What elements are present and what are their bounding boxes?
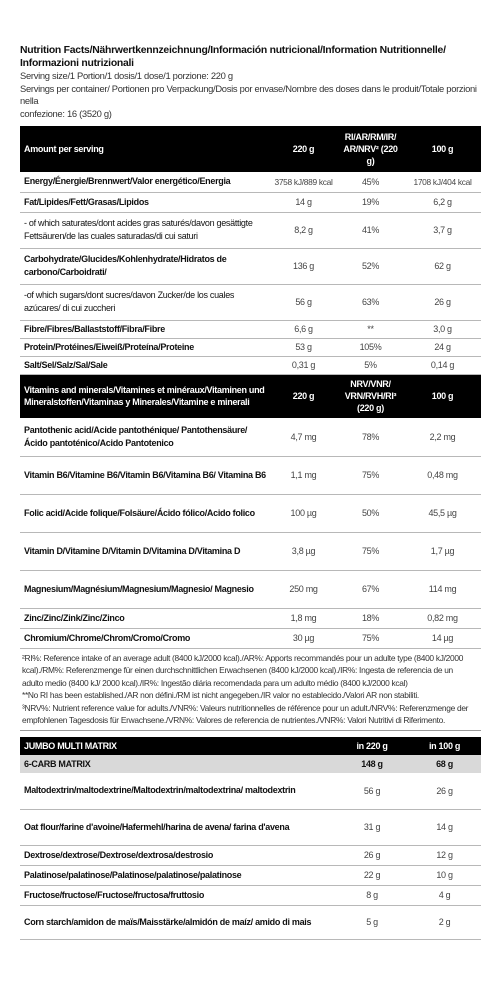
nutrient-value-220g: 14 g (270, 192, 337, 212)
carb-matrix-table (20, 737, 481, 940)
nutrient-ri-percent: 52% (337, 248, 404, 284)
nutrient-row (20, 192, 481, 212)
vitamins-column-nrv-heading: NRV/VNR/ VRN/RVH/RI³ (220 g) (337, 374, 404, 418)
column-in-220g-heading: in 220 g (336, 737, 408, 755)
nutrient-value-220g: 3758 kJ/889 kcal (270, 172, 337, 192)
nutrient-ri-percent: 105% (337, 338, 404, 356)
vitamin-nrv-percent: 78% (337, 418, 404, 456)
nutrition-header (20, 44, 480, 120)
vitamin-row (20, 608, 481, 628)
nutrient-value-100g: 6,2 g (404, 192, 481, 212)
vitamin-nrv-percent: 18% (337, 608, 404, 628)
nutrient-label: Salt/Sel/Salz/Sal/Sale (20, 356, 270, 374)
nutrient-value-220g: 6,6 g (270, 320, 337, 338)
nutrient-ri-percent: 19% (337, 192, 404, 212)
carb-ingredient-100g: 2 g (408, 905, 481, 939)
footnote-line: ²RI%: Reference intake of an average adult (8400 kJ/2000 kcal)./AR%: Apports recommandés pour un adulte type (8400 kJ/2000 (22, 652, 464, 663)
nutrient-value-100g: 26 g (404, 284, 481, 320)
vitamin-value-220g: 1,8 mg (270, 608, 337, 628)
vitamin-nrv-percent: 75% (337, 628, 404, 648)
six-carb-matrix-100g: 68 g (408, 755, 481, 773)
carb-ingredient-220g: 31 g (336, 809, 408, 845)
vitamin-label: Vitamin B6/Vitamine B6/Vitamin B6/Vitamina B6/ Vitamina B6 (20, 456, 270, 494)
nutrient-label: Fat/Lipides/Fett/Grasas/Lipidos (20, 192, 270, 212)
vitamin-value-100g: 2,2 mg (404, 418, 481, 456)
nutrition-table-header (20, 126, 481, 172)
six-carb-matrix-label: 6-CARB MATRIX (20, 755, 336, 773)
nutrient-value-100g: 24 g (404, 338, 481, 356)
serving-size: Serving size/1 Portion/1 dosis/1 dose/1 porzione: 220 g (20, 70, 233, 81)
servings-per-container: Servings per container/ Portionen pro Verpackung/Dosis por envase/Nombre des doses dans le produit/Totale porzioni nella (20, 82, 477, 106)
nutrient-value-100g: 3,7 g (404, 212, 481, 248)
vitamins-table-header (20, 374, 481, 418)
vitamin-row (20, 456, 481, 494)
carb-ingredient-label: Fructose/fructose/Fructose/fructosa/fruttosio (20, 885, 336, 905)
nutrient-value-220g: 8,2 g (270, 212, 337, 248)
carb-ingredient-label: Dextrose/dextrose/Dextrose/dextrosa/destrosio (20, 845, 336, 865)
nutrient-row (20, 284, 481, 320)
vitamin-nrv-percent: 67% (337, 570, 404, 608)
footnote-line: adulto medio (8400 kJ/ 2000 kcal)./IR%: Ingestão diária recomendada para um adulto médio (8400 kJ/2000 kcal) (22, 677, 408, 688)
nutrient-value-220g: 136 g (270, 248, 337, 284)
column-in-100g-heading: in 100 g (408, 737, 481, 755)
vitamin-label: Zinc/Zinc/Zink/Zinc/Zinco (20, 608, 270, 628)
jumbo-multi-matrix-heading: JUMBO MULTI MATRIX (20, 737, 336, 755)
carb-ingredient-row (20, 773, 481, 809)
six-carb-matrix-220g: 148 g (336, 755, 408, 773)
carb-ingredient-220g: 8 g (336, 885, 408, 905)
vitamin-value-220g: 30 µg (270, 628, 337, 648)
vitamins-column-220g-heading: 220 g (270, 374, 337, 418)
vitamins-column-100g-heading: 100 g (404, 374, 481, 418)
carb-ingredient-220g: 26 g (336, 845, 408, 865)
vitamin-row (20, 494, 481, 532)
nutrition-table (20, 126, 481, 731)
nutrient-label: Protein/Protéines/Eiweiß/Proteína/Proteine (20, 338, 270, 356)
nutrient-value-220g: 56 g (270, 284, 337, 320)
carb-ingredient-100g: 4 g (408, 885, 481, 905)
carb-ingredient-100g: 14 g (408, 809, 481, 845)
vitamin-row (20, 532, 481, 570)
nutrient-row (20, 338, 481, 356)
nutrition-title-cont: Informazioni nutrizionali (20, 58, 134, 69)
vitamin-value-220g: 250 mg (270, 570, 337, 608)
vitamin-label: Folic acid/Acide folique/Folsäure/Ácido fólico/Acido folico (20, 494, 270, 532)
column-ri-heading: RI/AR/RM/IR/ AR/NRV² (220 g) (337, 126, 404, 172)
carb-ingredient-label: Palatinose/palatinose/Palatinose/palatinose/palatinose (20, 865, 336, 885)
footnote-line: empfohlenen Tagesdosis für Erwachsene./VRN%: Valores de referencia de nutrientes./VNR%: Valori Nutritivi di Riferimento. (22, 715, 445, 726)
vitamin-value-220g: 1,1 mg (270, 456, 337, 494)
nutrient-value-220g: 0,31 g (270, 356, 337, 374)
footnote-line: ³NRV%: Nutrient reference value for adults./VNR%: Valeurs nutritionnelles de référence pour un adult./NRV%: Referenzmenge der (22, 702, 469, 713)
column-100g-heading: 100 g (404, 126, 481, 172)
nutrition-title: Nutrition Facts/Nährwertkennzeichnung/Información nutricional/Information Nutritionnelle/ (20, 45, 446, 56)
vitamin-row (20, 570, 481, 608)
nutrient-row (20, 356, 481, 374)
vitamin-value-100g: 45,5 µg (404, 494, 481, 532)
carb-matrix-header (20, 737, 481, 755)
carb-ingredient-label: Maltodextrin/maltodextrine/Maltodextrin/maltodextrina/ maltodextrin (20, 773, 336, 809)
nutrient-ri-percent: 41% (337, 212, 404, 248)
vitamin-value-100g: 14 µg (404, 628, 481, 648)
carb-ingredient-row (20, 865, 481, 885)
carb-ingredient-row (20, 905, 481, 939)
column-220g-heading: 220 g (270, 126, 337, 172)
footnote-line: kcal)./RM%: Referenzmenge für einen durchschnittlichen Erwachsenen (8400 kJ/2000 kcal)./IR%: Ingesta de referencia de un (22, 665, 453, 676)
vitamin-label: Vitamin D/Vitamine D/Vitamin D/Vitamina D/Vitamina D (20, 532, 270, 570)
nutrient-ri-percent: 63% (337, 284, 404, 320)
vitamins-minerals-heading: Vitamins and minerals/Vitamines et minéraux/Vitaminen und Mineralstoffen/Vitaminas y Minerales/Vitamine e minerali (20, 374, 270, 418)
vitamin-value-100g: 0,82 mg (404, 608, 481, 628)
carb-ingredient-100g: 26 g (408, 773, 481, 809)
nutrient-label: Carbohydrate/Glucides/Kohlenhydrate/Hidratos de carbono/Carboidrati/ (20, 248, 270, 284)
footnote-line: **No RI has been established./AR non défini./RM ist nicht angegeben./IR valor no establecido./Valori AR non stabiliti. (22, 690, 419, 701)
six-carb-matrix-row (20, 755, 481, 773)
carb-ingredient-row (20, 885, 481, 905)
carb-ingredient-row (20, 809, 481, 845)
nutrient-row (20, 172, 481, 192)
nutrient-row (20, 320, 481, 338)
servings-per-container-cont: confezione: 16 (3520 g) (20, 107, 112, 119)
vitamin-nrv-percent: 75% (337, 532, 404, 570)
nutrient-value-220g: 53 g (270, 338, 337, 356)
nutrient-value-100g: 1708 kJ/404 kcal (404, 172, 481, 192)
nutrient-label: -of which sugars/dont sucres/davon Zucker/de los cuales azúcares/ di cui zuccheri (20, 284, 270, 320)
carb-ingredient-220g: 22 g (336, 865, 408, 885)
nutrient-ri-percent: 5% (337, 356, 404, 374)
carb-ingredient-100g: 10 g (408, 865, 481, 885)
vitamin-value-100g: 1,7 µg (404, 532, 481, 570)
carb-ingredient-label: Oat flour/farine d'avoine/Hafermehl/harina de avena/ farina d'avena (20, 809, 336, 845)
nutrient-row (20, 212, 481, 248)
carb-ingredient-row (20, 845, 481, 865)
vitamin-value-220g: 4,7 mg (270, 418, 337, 456)
nutrient-row (20, 248, 481, 284)
vitamin-row (20, 418, 481, 456)
vitamin-row (20, 628, 481, 648)
vitamin-nrv-percent: 50% (337, 494, 404, 532)
vitamin-label: Magnesium/Magnésium/Magnesium/Magnesio/ Magnesio (20, 570, 270, 608)
nutrient-value-100g: 3,0 g (404, 320, 481, 338)
carb-ingredient-220g: 56 g (336, 773, 408, 809)
nutrient-ri-percent: 45% (337, 172, 404, 192)
nutrient-label: Energy/Énergie/Brennwert/Valor energético/Energia (20, 172, 270, 192)
nutrient-label: Fibre/Fibres/Ballaststoff/Fibra/Fibre (20, 320, 270, 338)
amount-per-serving-heading: Amount per serving (20, 126, 270, 172)
carb-ingredient-220g: 5 g (336, 905, 408, 939)
vitamin-nrv-percent: 75% (337, 456, 404, 494)
vitamin-label: Pantothenic acid/Acide pantothénique/ Pantothensäure/Ácido pantoténico/Acido Pantotenico (20, 418, 270, 456)
nutrient-ri-percent: ** (337, 320, 404, 338)
carb-ingredient-100g: 12 g (408, 845, 481, 865)
vitamin-value-220g: 3,8 µg (270, 532, 337, 570)
nutrient-label: - of which saturates/dont acides gras saturés/davon gesättigte Fettsäuren/de las cuales saturadas/di cui saturi (20, 212, 270, 248)
footnotes (20, 648, 481, 731)
carb-ingredient-label: Corn starch/amidon de maïs/Maisstärke/almidón de maíz/ amido di mais (20, 905, 336, 939)
vitamin-label: Chromium/Chrome/Chrom/Cromo/Cromo (20, 628, 270, 648)
vitamin-value-100g: 114 mg (404, 570, 481, 608)
nutrient-value-100g: 62 g (404, 248, 481, 284)
vitamin-value-220g: 100 µg (270, 494, 337, 532)
footnotes-row (20, 648, 481, 731)
nutrient-value-100g: 0,14 g (404, 356, 481, 374)
vitamin-value-100g: 0,48 mg (404, 456, 481, 494)
